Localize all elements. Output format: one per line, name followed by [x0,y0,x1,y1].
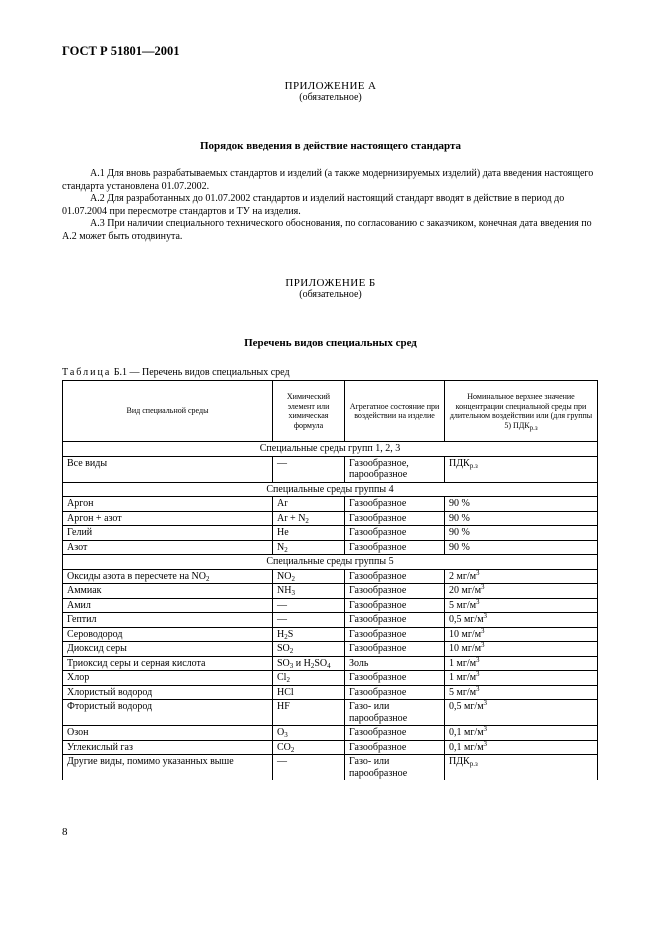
medium-type-cell: Хлористый водород [63,685,273,700]
state-cell: Газообразное [345,740,445,755]
table-caption: Таблица Б.1 — Перечень видов специальных сред [62,367,290,378]
state-cell: Газообразное [345,584,445,599]
table-row [63,685,598,700]
medium-type-cell: Углекислый газ [63,740,273,755]
medium-type-cell: Аммиак [63,584,273,599]
concentration-cell: 1 $мг/м^3$ [445,671,598,686]
concentration-cell: 10 $мг/м^3$ [445,642,598,657]
formula-cell: $H_2S$ [273,627,345,642]
formula-cell: $NO_2$ [273,569,345,584]
medium-type-cell: Гептил [63,613,273,628]
table-row [63,497,598,512]
medium-type-cell: Гелий [63,526,273,541]
formula-cell: $NH_3$ [273,584,345,599]
group-row [63,442,598,457]
table-row [63,584,598,599]
formula-cell: $O_3$ [273,726,345,741]
state-cell: Газообразное [345,671,445,686]
formula-cell: $CO_2$ [273,740,345,755]
table-header-row [63,381,598,442]
concentration-cell: 90 % [445,511,598,526]
table-row [63,671,598,686]
table-body [63,442,598,781]
concentration-cell: 10 $мг/м^3$ [445,627,598,642]
formula-cell: HF [273,700,345,726]
formula-cell: HCl [273,685,345,700]
table-row [63,700,598,726]
state-cell: Газообразное [345,685,445,700]
formula-cell: $SO_2$ [273,642,345,657]
paragraph-a2: А.2 Для разработанных до 01.07.2002 стандартов и изделий настоящий стандарт вводят в действие в период до 01.07.2004 при пересмотре стандартов и ТУ на изделия. [62,193,565,217]
state-cell: Золь [345,656,445,671]
page-number: 8 [62,826,68,838]
table-row [63,456,598,482]
formula-cell: $Cl_2$ [273,671,345,686]
group-row [63,482,598,497]
table-row [63,755,598,781]
annex-a-title: ПРИЛОЖЕНИЕ А [284,80,377,92]
group-row [63,555,598,570]
annex-a-status: (обязательное) [299,92,362,103]
concentration-cell: 0,1 $мг/м^3$ [445,740,598,755]
header-state: Агрегатное состояние при воздействии на изделие [345,381,445,442]
medium-type-cell: Диоксид серы [63,642,273,657]
state-cell: Газообразное, парообразное [345,456,445,482]
medium-type-cell: Аргон [63,497,273,512]
medium-type-cell: Оксиды азота в пересчете на $NO_2$ [63,569,273,584]
concentration-cell: 1 $мг/м^3$ [445,656,598,671]
table-row [63,526,598,541]
table-row [63,613,598,628]
group-label: Специальные среды группы 4 [63,482,598,497]
concentration-cell: 5 $мг/м^3$ [445,685,598,700]
medium-type-cell: Азот [63,540,273,555]
state-cell: Газообразное [345,627,445,642]
formula-cell: Ar [273,497,345,512]
group-label: Специальные среды групп 1, 2, 3 [63,442,598,457]
concentration-cell: 90 % [445,526,598,541]
table-row [63,540,598,555]
medium-type-cell: Другие виды, помимо указанных выше [63,755,273,781]
paragraph-a1: А.1 Для вновь разрабатываемых стандартов и изделий (а также модернизируемых изделий) дата введения настоящего стандарта установлена 01.07.2002. [62,168,594,192]
medium-type-cell: Все виды [63,456,273,482]
formula-cell: $Ar + N_2$ [273,511,345,526]
state-cell: Газообразное [345,540,445,555]
group-label: Специальные среды группы 5 [63,555,598,570]
medium-type-cell: Озон [63,726,273,741]
special-media-table [62,380,598,780]
table-row [63,511,598,526]
medium-type-cell: Аргон + азот [63,511,273,526]
formula-cell: — [273,613,345,628]
formula-cell: $SO_3$ и $H_2SO_4$ [273,656,345,671]
state-cell: Газообразное [345,613,445,628]
formula-cell: — [273,755,345,781]
concentration-cell: 90 % [445,497,598,512]
table-row [63,627,598,642]
concentration-cell: 90 % [445,540,598,555]
state-cell: Газообразное [345,598,445,613]
concentration-cell: 20 $мг/м^3$ [445,584,598,599]
table-row [63,598,598,613]
concentration-cell: $ПДК_{р.з}$ [445,755,598,781]
state-cell: Газообразное [345,642,445,657]
table-row [63,740,598,755]
formula-cell: — [273,456,345,482]
state-cell: Газообразное [345,511,445,526]
paragraph-a3: А.3 При наличии специального технического обоснования, по согласованию с заказчиком, конечная дата введения по А.2 может быть отодвинута. [62,218,592,242]
state-cell: Газо- или парообразное [345,755,445,781]
medium-type-cell: Сероводород [63,627,273,642]
state-cell: Газообразное [345,726,445,741]
annex-b-status: (обязательное) [299,289,362,300]
state-cell: Газообразное [345,497,445,512]
document-header: ГОСТ Р 51801—2001 [62,44,180,58]
medium-type-cell: Фтористый водород [63,700,273,726]
annex-b-heading: Перечень видов специальных сред [244,337,417,349]
annex-a-heading: Порядок введения в действие настоящего стандарта [199,140,462,152]
concentration-cell: 0,5 $мг/м^3$ [445,700,598,726]
state-cell: Газообразное [345,569,445,584]
concentration-cell: 5 $мг/м^3$ [445,598,598,613]
medium-type-cell: Триоксид серы и серная кислота [63,656,273,671]
concentration-cell: 2 $мг/м^3$ [445,569,598,584]
concentration-cell: 0,5 $мг/м^3$ [445,613,598,628]
state-cell: Газообразное [345,526,445,541]
formula-cell: — [273,598,345,613]
table-row [63,656,598,671]
header-formula: Химический элемент или химическая формула [273,381,345,442]
formula-cell: He [273,526,345,541]
annex-b-title: ПРИЛОЖЕНИЕ Б [285,277,376,289]
medium-type-cell: Амил [63,598,273,613]
state-cell: Газо- или парообразное [345,700,445,726]
header-medium-type: Вид специальной среды [63,381,273,442]
medium-type-cell: Хлор [63,671,273,686]
concentration-cell: $ПДК_{р.з}$ [445,456,598,482]
concentration-cell: 0,1 $мг/м^3$ [445,726,598,741]
table-row [63,569,598,584]
header-concentration: Номинальное верхнее значение концентрации специальной среды при длительном воздействии или (для группы 5) $ПДК_{р.з}$ [445,381,598,442]
table-row [63,726,598,741]
formula-cell: $N_2$ [273,540,345,555]
table-row [63,642,598,657]
